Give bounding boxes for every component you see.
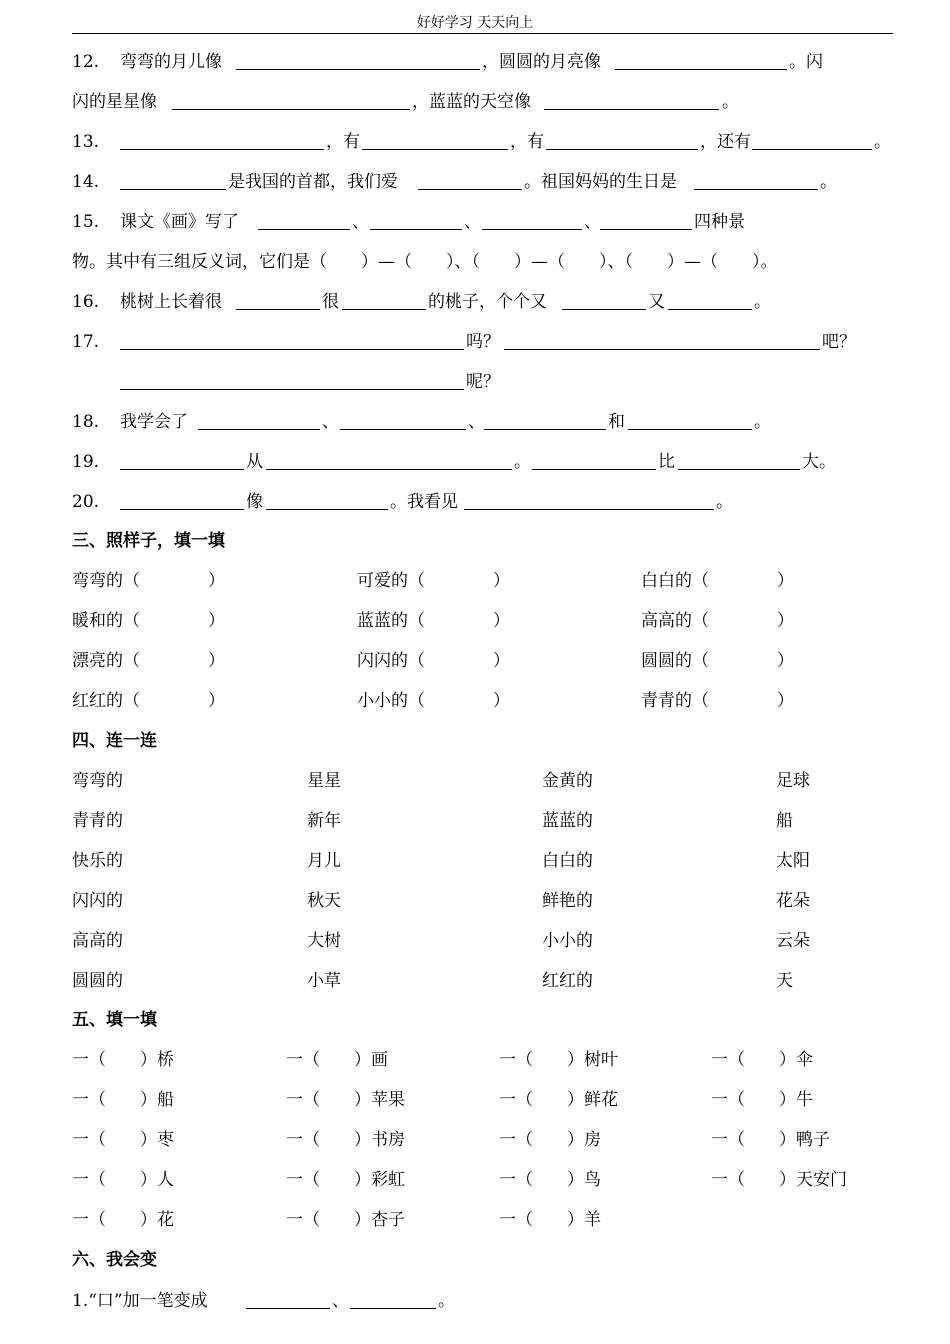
match-word[interactable]: 蓝蓝的 — [542, 811, 593, 831]
question-text: 的桃子，个个又 — [428, 292, 547, 312]
section-6-title: 六、我会变 — [72, 1250, 157, 1270]
match-word[interactable]: 月儿 — [307, 851, 341, 871]
question-text: 、 — [584, 212, 601, 232]
measure-word-item[interactable]: 一（ ）牛 — [711, 1090, 813, 1110]
blank-line[interactable] — [418, 189, 522, 190]
question-number: 20. — [72, 492, 100, 512]
question-text: 。 — [754, 412, 771, 432]
blank-line[interactable] — [120, 189, 226, 190]
blank-line[interactable] — [350, 1308, 436, 1309]
question-text: ，圆圆的月亮像 — [482, 52, 601, 72]
question-text: 呢？ — [466, 372, 500, 392]
match-word[interactable]: 秋天 — [307, 891, 341, 911]
question-text: 比 — [658, 452, 675, 472]
match-word[interactable]: 高高的 — [72, 931, 123, 951]
question-text: 和 — [608, 412, 625, 432]
question-text: 1.“口”加一笔变成 — [72, 1291, 208, 1311]
question-14 — [72, 169, 872, 195]
section-5-title: 五、填一填 — [72, 1010, 157, 1030]
fill-item[interactable]: 小小的（ ） — [357, 691, 510, 711]
blank-line[interactable] — [120, 149, 324, 150]
question-text: 闪的星星像 — [72, 92, 157, 112]
question-20 — [72, 489, 872, 515]
blank-line[interactable] — [172, 109, 410, 110]
match-word[interactable]: 天 — [776, 971, 793, 991]
measure-word-item[interactable]: 一（ ）枣 — [72, 1130, 174, 1150]
question-text: 。 — [874, 132, 891, 152]
blank-line[interactable] — [362, 149, 508, 150]
blank-line[interactable] — [246, 1308, 330, 1309]
measure-word-item[interactable]: 一（ ）花 — [72, 1210, 174, 1230]
question-12 — [72, 49, 872, 75]
match-word[interactable]: 闪闪的 — [72, 891, 123, 911]
question-text: 像 — [246, 492, 263, 512]
question-text: 桃树上长着很 — [120, 292, 222, 312]
blank-line[interactable] — [370, 229, 462, 230]
match-word[interactable]: 青青的 — [72, 811, 123, 831]
match-word[interactable]: 金黄的 — [542, 771, 593, 791]
match-word[interactable]: 大树 — [307, 931, 341, 951]
match-word[interactable]: 云朵 — [776, 931, 810, 951]
measure-word-item[interactable]: 一（ ）杏子 — [286, 1210, 405, 1230]
match-word[interactable]: 新年 — [307, 811, 341, 831]
blank-line[interactable] — [484, 429, 606, 430]
question-18 — [72, 409, 872, 435]
blank-line[interactable] — [532, 469, 656, 470]
measure-word-item[interactable]: 一（ ）鸟 — [499, 1170, 601, 1190]
question-text: 、 — [468, 412, 485, 432]
question-text: 课文《画》写了 — [120, 212, 239, 232]
blank-line[interactable] — [120, 349, 464, 350]
question-text: 很 — [322, 292, 339, 312]
fill-item[interactable]: 白白的（ ） — [641, 571, 794, 591]
question-text: 。祖国妈妈的生日是 — [524, 172, 677, 192]
question-text: 。 — [514, 452, 531, 472]
measure-word-item[interactable]: 一（ ）房 — [499, 1130, 601, 1150]
question-text: 又 — [648, 292, 665, 312]
match-word[interactable]: 红红的 — [542, 971, 593, 991]
question-17 — [72, 329, 872, 355]
blank-line[interactable] — [236, 309, 320, 310]
question-13 — [72, 129, 891, 155]
page-header: 好好学习 天天向上 — [416, 15, 534, 31]
fill-item[interactable]: 红红的（ ） — [72, 691, 225, 711]
fill-item[interactable]: 暖和的（ ） — [72, 611, 225, 631]
question-19 — [72, 449, 872, 475]
blank-line[interactable] — [266, 469, 512, 470]
blank-line[interactable] — [120, 469, 244, 470]
question-text: 是我国的首都，我们爱 — [228, 172, 398, 192]
fill-item[interactable]: 漂亮的（ ） — [72, 651, 225, 671]
blank-line[interactable] — [340, 429, 466, 430]
fill-item[interactable]: 青青的（ ） — [641, 691, 794, 711]
blank-line[interactable] — [464, 509, 714, 510]
blank-line[interactable] — [544, 109, 719, 110]
question-text: ，还有 — [700, 132, 751, 152]
match-word[interactable]: 弯弯的 — [72, 771, 123, 791]
match-word[interactable]: 太阳 — [776, 851, 810, 871]
blank-line[interactable] — [628, 429, 752, 430]
question-15-continued — [72, 249, 872, 275]
measure-word-item[interactable]: 一（ ）画 — [286, 1050, 388, 1070]
match-word[interactable]: 小草 — [307, 971, 341, 991]
question-text: 吗？ — [466, 332, 500, 352]
question-number: 16. — [72, 292, 100, 312]
blank-line[interactable] — [120, 509, 244, 510]
question-number: 12. — [72, 52, 100, 72]
match-word[interactable]: 小小的 — [542, 931, 593, 951]
blank-line[interactable] — [258, 229, 350, 230]
section-6-question-1 — [72, 1288, 872, 1314]
blank-line[interactable] — [198, 429, 320, 430]
question-text: 、 — [352, 212, 369, 232]
measure-word-item[interactable]: 一（ ）苹果 — [286, 1090, 405, 1110]
fill-item[interactable]: 蓝蓝的（ ） — [357, 611, 510, 631]
measure-word-item[interactable]: 一（ ）鲜花 — [499, 1090, 618, 1110]
section-4-title: 四、连一连 — [72, 731, 157, 751]
blank-line[interactable] — [120, 389, 464, 390]
question-number: 15. — [72, 212, 100, 232]
question-text: 。 — [722, 92, 739, 112]
header-rule — [72, 33, 893, 34]
question-15 — [72, 209, 872, 235]
question-text: 、 — [464, 212, 481, 232]
measure-word-item[interactable]: 一（ ）羊 — [499, 1210, 601, 1230]
question-text: 吧？ — [822, 332, 856, 352]
question-text: ，有 — [326, 132, 360, 152]
question-text: 。闪 — [789, 52, 823, 72]
question-text: 大。 — [802, 452, 836, 472]
question-text: 四种景 — [694, 212, 745, 232]
question-number: 19. — [72, 452, 100, 472]
blank-line[interactable] — [668, 309, 752, 310]
measure-word-item[interactable]: 一（ ）鸭子 — [711, 1130, 830, 1150]
question-number: 13. — [72, 132, 100, 152]
blank-line[interactable] — [752, 149, 872, 150]
blank-line[interactable] — [504, 349, 820, 350]
question-12-continued — [72, 89, 872, 115]
match-word[interactable]: 星星 — [307, 771, 341, 791]
match-word[interactable]: 船 — [776, 811, 793, 831]
match-word[interactable]: 快乐的 — [72, 851, 123, 871]
question-text: 、 — [322, 412, 339, 432]
blank-line[interactable] — [342, 309, 426, 310]
measure-word-item[interactable]: 一（ ）伞 — [711, 1050, 813, 1070]
blank-line[interactable] — [546, 149, 698, 150]
blank-line[interactable] — [482, 229, 582, 230]
question-text: 、 — [332, 1291, 349, 1311]
measure-word-item[interactable]: 一（ ）桥 — [72, 1050, 174, 1070]
question-number: 17. — [72, 332, 100, 352]
question-text: 。 — [754, 292, 771, 312]
question-number: 18. — [72, 412, 100, 432]
question-text: 。 — [438, 1291, 455, 1311]
question-number: 14. — [72, 172, 100, 192]
measure-word-item[interactable]: 一（ ）树叶 — [499, 1050, 618, 1070]
measure-word-item[interactable]: 一（ ）船 — [72, 1090, 174, 1110]
blank-line[interactable] — [615, 69, 787, 70]
match-word[interactable]: 花朵 — [776, 891, 810, 911]
match-word[interactable]: 圆圆的 — [72, 971, 123, 991]
fill-item[interactable]: 可爱的（ ） — [357, 571, 510, 591]
blank-line[interactable] — [600, 229, 692, 230]
measure-word-item[interactable]: 一（ ）彩虹 — [286, 1170, 405, 1190]
section-3-title: 三、照样子，填一填 — [72, 531, 225, 551]
blank-line[interactable] — [266, 509, 388, 510]
question-text: ，有 — [510, 132, 544, 152]
blank-line[interactable] — [678, 469, 800, 470]
question-text: 从 — [246, 452, 263, 472]
question-text: 弯弯的月儿像 — [120, 52, 222, 72]
measure-word-item[interactable]: 一（ ）书房 — [286, 1130, 405, 1150]
measure-word-item[interactable]: 一（ ）天安门 — [711, 1170, 847, 1190]
question-text: 。 — [820, 172, 837, 192]
match-word[interactable]: 白白的 — [542, 851, 593, 871]
question-17-continued — [72, 369, 872, 395]
fill-item[interactable]: 圆圆的（ ） — [641, 651, 794, 671]
question-text: 物。其中有三组反义词，它们是（ ）—（ ）、（ ）—（ ）、（ ）—（ ）。 — [72, 252, 778, 272]
question-16 — [72, 289, 872, 315]
question-text: 。 — [716, 492, 733, 512]
fill-item[interactable]: 高高的（ ） — [641, 611, 794, 631]
fill-item[interactable]: 弯弯的（ ） — [72, 571, 225, 591]
measure-word-item[interactable]: 一（ ）人 — [72, 1170, 174, 1190]
fill-item[interactable]: 闪闪的（ ） — [357, 651, 510, 671]
match-word[interactable]: 鲜艳的 — [542, 891, 593, 911]
blank-line[interactable] — [694, 189, 818, 190]
question-text: ，蓝蓝的天空像 — [412, 92, 531, 112]
blank-line[interactable] — [562, 309, 646, 310]
blank-line[interactable] — [236, 69, 480, 70]
question-text: 。我看见 — [390, 492, 458, 512]
match-word[interactable]: 足球 — [776, 771, 810, 791]
question-text: 我学会了 — [120, 412, 188, 432]
